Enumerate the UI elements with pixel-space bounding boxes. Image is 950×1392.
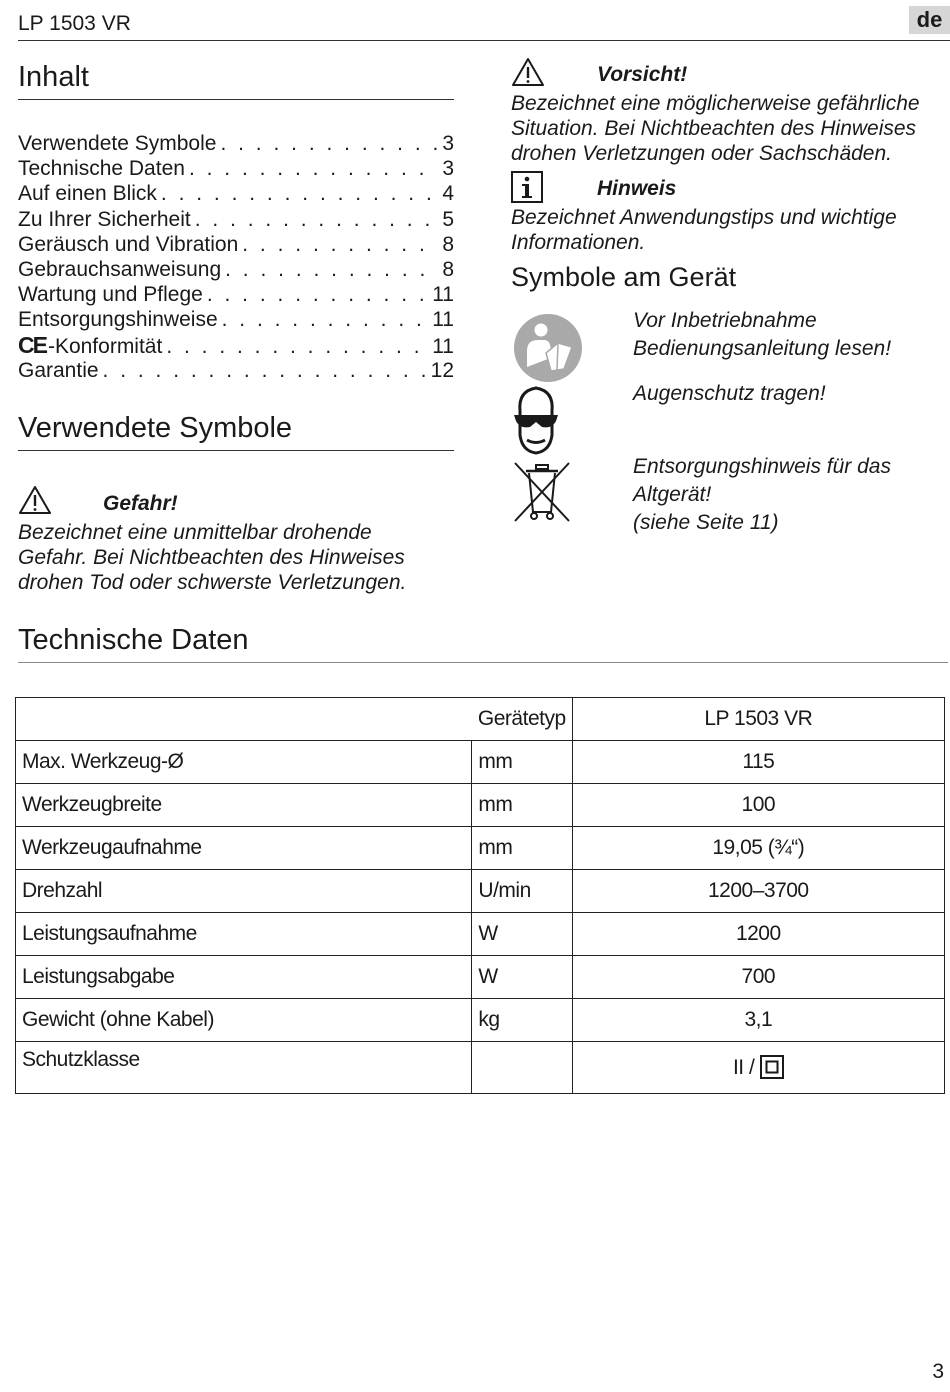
- toc-item: Entsorgungshinweise . . . 11: [18, 307, 454, 332]
- table-row: Werkzeugaufnahme mm 19,05 (¾“): [16, 827, 945, 870]
- protection-class-value: II /: [732, 1056, 755, 1079]
- safety-goggles-icon: [512, 385, 560, 457]
- info-text: Bezeichnet Anwendungstips und wichtige Informationen.: [511, 206, 897, 254]
- table-row: Gewicht (ohne Kabel) kg 3,1: [16, 999, 945, 1042]
- type-label: Gerätetyp: [472, 698, 572, 741]
- header-model: LP 1503 VR: [18, 12, 131, 35]
- disposal-text: Entsorgungshinweis für das Altgerät! (siehe Seite 11): [633, 455, 891, 534]
- table-row: Werkzeugbreite mm 100: [16, 784, 945, 827]
- info-icon: [511, 171, 543, 203]
- caution-title: Vorsicht!: [597, 63, 688, 86]
- eye-protection-text: Augenschutz tragen!: [633, 382, 826, 405]
- ce-mark: CE: [18, 331, 46, 358]
- crossed-bin-icon: [512, 460, 572, 524]
- device-symbols-title: Symbole am Gerät: [511, 262, 737, 292]
- table-row: Leistungsaufnahme W 1200: [16, 913, 945, 956]
- toc-item: Garantie . . . 12: [18, 358, 454, 383]
- page-number: 3: [932, 1360, 944, 1383]
- toc-item: Wartung und Pflege . . . 11: [18, 282, 454, 307]
- toc-item: Verwendete Symbole . . . 3: [18, 131, 454, 156]
- toc-item: Geräusch und Vibration . . . 8: [18, 232, 454, 257]
- read-manual-icon: [513, 313, 583, 383]
- toc-item: Technische Daten . . . 3: [18, 156, 454, 181]
- read-manual-text: Vor Inbetriebnahme Bedienungsanleitung lesen!: [633, 309, 892, 360]
- toc-title: Inhalt: [18, 61, 89, 93]
- model-cell: LP 1503 VR: [572, 698, 944, 741]
- table-of-contents: [18, 131, 454, 383]
- header-rule: [18, 40, 950, 41]
- toc-item: Gebrauchsanweisung . . . 8: [18, 257, 454, 282]
- table-row: Max. Werkzeug-Ø mm 115: [16, 741, 945, 784]
- info-title: Hinweis: [597, 177, 677, 200]
- tech-data-table: [15, 697, 945, 1094]
- tech-data-rule: [18, 662, 948, 663]
- symbols-section-title: Verwendete Symbole: [18, 412, 293, 444]
- table-row: Drehzahl U/min 1200–3700: [16, 870, 945, 913]
- toc-title-rule: [18, 99, 454, 100]
- danger-title: Gefahr!: [103, 492, 178, 515]
- symbols-section-rule: [18, 450, 454, 451]
- tech-data-title: Technische Daten: [18, 624, 249, 656]
- double-insulation-icon: [760, 1055, 784, 1079]
- danger-text: Bezeichnet eine unmittelbar drohende Gefahr. Bei Nichtbeachten des Hinweises drohen Tod oder schwerste Verletzungen.: [18, 521, 407, 594]
- language-badge: de: [909, 6, 950, 34]
- caution-text: Bezeichnet eine möglicherweise gefährliche Situation. Bei Nichtbeachten des Hinweises drohen Verletzungen oder Sachschäden.: [511, 92, 920, 165]
- toc-item: CE-Konformität . . . 11: [18, 333, 454, 358]
- warning-triangle-icon: [18, 485, 52, 515]
- table-row: Leistungsabgabe W 700: [16, 956, 945, 999]
- table-row: Schutzklasse II /: [16, 1042, 945, 1094]
- table-row: [16, 698, 945, 741]
- toc-item: Zu Ihrer Sicherheit . . . 5: [18, 207, 454, 232]
- warning-triangle-icon: [511, 57, 545, 87]
- toc-item: Auf einen Blick . . . 4: [18, 181, 454, 206]
